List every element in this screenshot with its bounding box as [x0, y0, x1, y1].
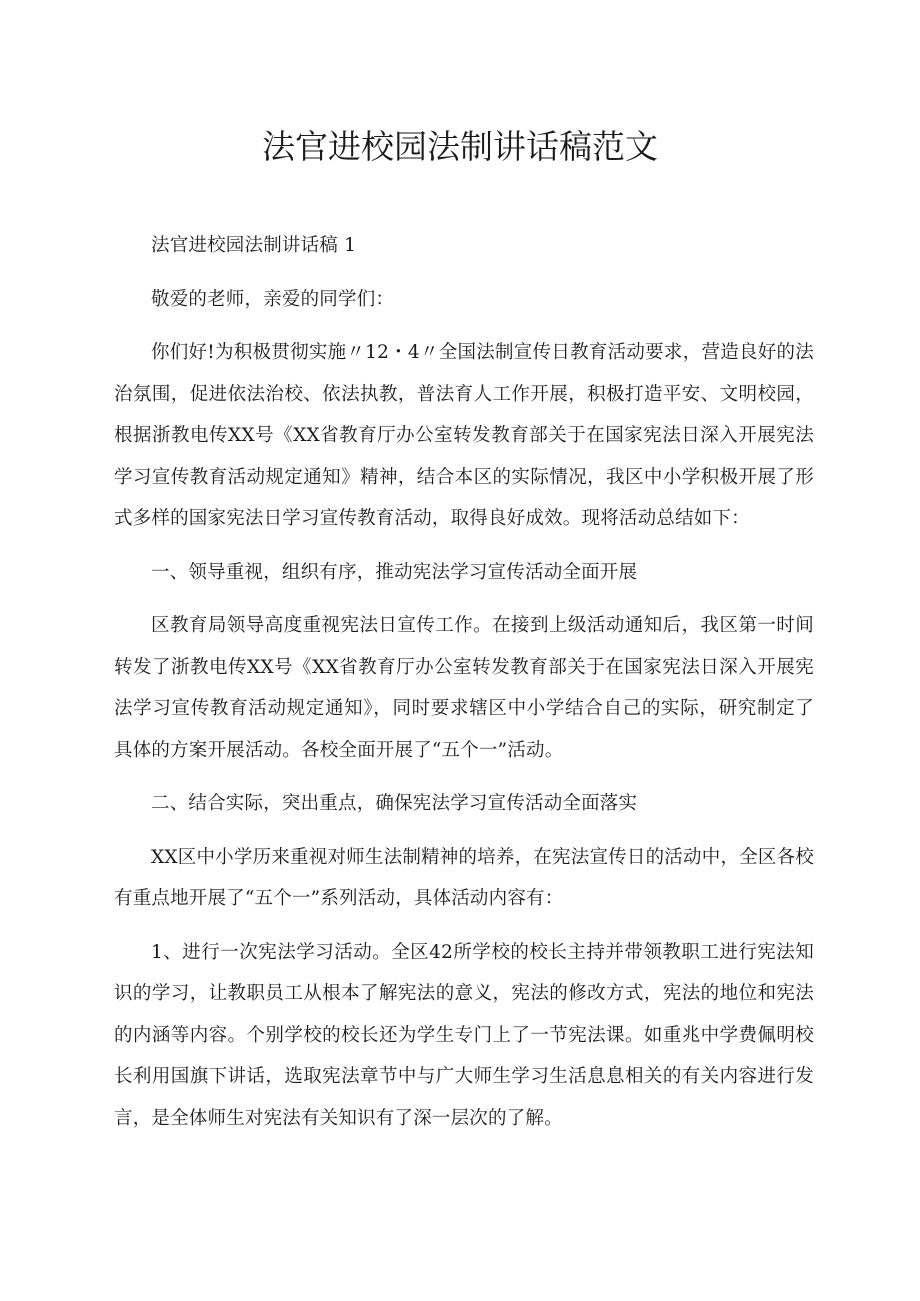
section-2-paragraph: XX区中小学历来重视对师生法制精神的培养，在宪法宣传日的活动中，全区各校有重点地开展了“五个一”系列活动，具体活动内容有： [114, 846, 814, 909]
salutation-paragraph: 敬爱的老师，亲爱的同学们： [151, 288, 395, 310]
section-1-paragraph: 区教育局领导高度重视宪法日宣传工作。在接到上级活动通知后，我区第一时间转发了浙教电传XX号《XX省教育厅办公室转发教育部关于在国家宪法日深入开展宪法学习宣传教育活动规定通知》，同时要求辖区中小学结合自己的实际，研究制定了具体的方案开展活动。各校全面开展了“五个一”活动。 [114, 615, 814, 761]
subtitle-paragraph: 法官进校园法制讲话稿 1 [151, 235, 357, 256]
document-title: 法官进校园法制讲话稿范文 [262, 127, 658, 166]
section-heading-2: 二、结合实际，突出重点，确保宪法学习宣传活动全面落实 [151, 793, 638, 814]
activity-1-paragraph: 1、进行一次宪法学习活动。全区42所学校的校长主持并带领教职工进行宪法知识的学习，让教职员工从根本了解宪法的意义，宪法的修改方式，宪法的地位和宪法的内涵等内容。个别学校的校长还为学生专门上了一节宪法课。如重兆中学费佩明校长利用国旗下讲话，选取宪法章节中与广大师生学习生活息息相关的有关内容进行发言，是全体师生对宪法有关知识有了深一层次的了解。 [114, 941, 814, 1129]
section-heading-1: 一、领导重视，组织有序，推动宪法学习宣传活动全面开展 [151, 561, 638, 583]
document-body [114, 225, 814, 1139]
intro-paragraph: 你们好!为积极贯彻实施〃12・4〃全国法制宣传日教育活动要求，营造良好的法治氛围，促进依法治校、依法执教，普法育人工作开展，积极打造平安、文明校园，根据浙教电传XX号《XX省教育厅办公室转发教育部关于在国家宪法日深入开展宪法学习宣传教育活动规定通知》精神，结合本区的实际情况，我区中小学积极开展了形式多样的国家宪法日学习宣传教育活动，取得良好成效。现将活动总结如下： [114, 342, 814, 529]
